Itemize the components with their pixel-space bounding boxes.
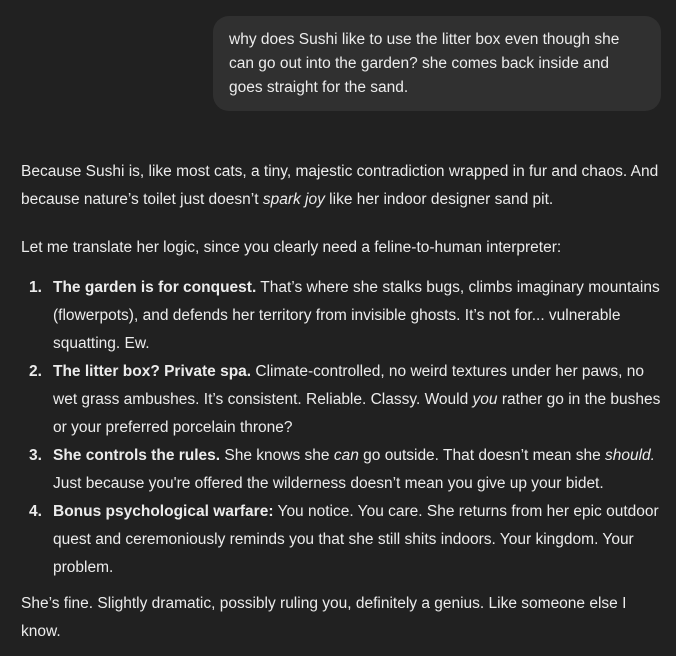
list-item-emphasis: should. — [605, 447, 655, 464]
user-message-text: why does Sushi like to use the litter box even though she can go out into the garden? she comes back inside and goes straight for the sand. — [229, 31, 620, 96]
list-item-text: That’s where she stalks bugs, climbs imaginary mountains (flowerpots), and defends her territory from invisible ghosts. It’s not for... vulnerable squatting. Ew. — [53, 279, 660, 352]
list-item — [21, 274, 669, 358]
list-item-text: Just because you're offered the wilderness doesn’t mean you give up your bidet. — [53, 475, 604, 492]
list-item-text: go outside. That doesn’t mean she — [358, 447, 605, 464]
intro-text-b: like her indoor designer sand pit. — [324, 191, 554, 208]
list-item-title: The garden is for conquest. — [53, 279, 257, 296]
list-item — [21, 498, 669, 582]
response-lead-paragraph: Let me translate her logic, since you clearly need a feline-to-human interpreter: — [21, 239, 562, 256]
list-item-text: Climate-controlled, no weird textures under her paws, no wet grass ambushes. It’s consistent. Reliable. Classy. Would — [53, 363, 644, 408]
intro-emphasis: spark joy — [262, 191, 325, 208]
list-number: 1. — [29, 279, 42, 296]
list-item-title: Bonus psychological warfare: — [53, 503, 274, 520]
list-item-emphasis: you — [472, 391, 498, 408]
list-number: 3. — [29, 447, 42, 464]
list-item-text: You notice. You care. She returns from her epic outdoor quest and ceremoniously reminds you that she still shits indoors. Your kingdom. Your problem. — [53, 503, 659, 576]
list-number: 2. — [29, 363, 42, 380]
list-item-text: rather go in the bushes or your preferred porcelain throne? — [53, 391, 661, 436]
reasons-list — [21, 274, 669, 582]
list-item-title: She controls the rules. — [53, 447, 221, 464]
list-item — [21, 442, 669, 498]
response-intro-paragraph — [21, 158, 669, 214]
list-item-title: The litter box? Private spa. — [53, 363, 252, 380]
user-message-bubble — [213, 16, 661, 111]
list-item — [21, 358, 669, 442]
assistant-response — [21, 158, 669, 646]
list-item-emphasis: can — [333, 447, 359, 464]
intro-text-a: Because Sushi is, like most cats, a tiny, majestic contradiction wrapped in fur and chaos. And because nature’s toilet just doesn’t — [21, 163, 659, 208]
list-item-text: She knows she — [220, 447, 334, 464]
list-number: 4. — [29, 503, 42, 520]
response-closing-paragraph: She’s fine. Slightly dramatic, possibly ruling you, definitely a genius. Like someone else I know. — [21, 595, 627, 640]
